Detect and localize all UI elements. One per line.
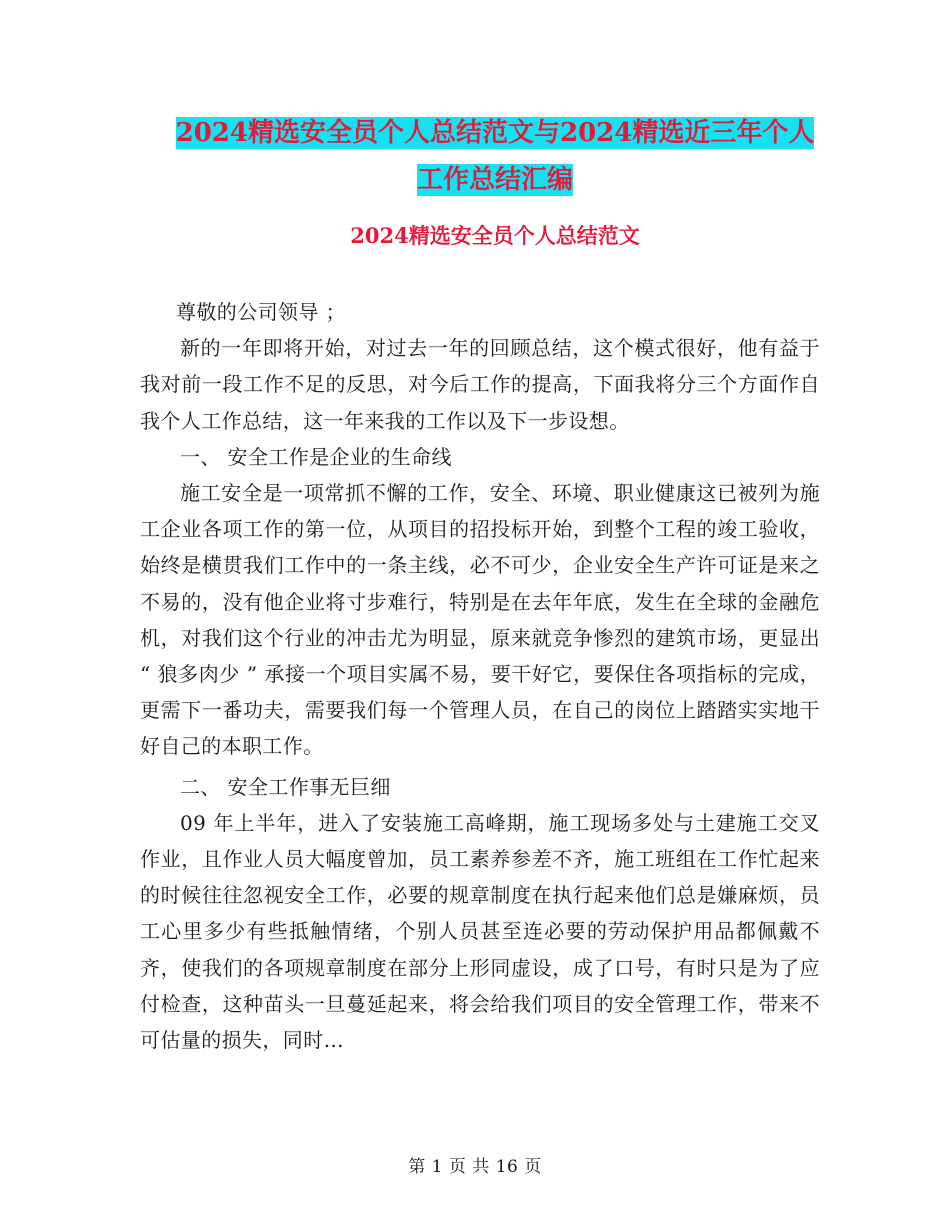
- page-footer: 第 1 页 共 16 页: [408, 1157, 542, 1177]
- title-line-1: 2024精选安全员个人总结范文与2024精选近三年个人: [175, 118, 815, 148]
- section-title: 2024精选安全员个人总结范文: [350, 223, 640, 248]
- document-body: [140, 294, 820, 1058]
- heading-2: 二、 安全工作事无巨细: [180, 774, 391, 799]
- paragraph-1: 施工安全是一项常抓不懈的工作，安全、环境、职业健康这已被列为施工企业各项工作的第一位，从项目的招投标开始，到整个工程的竣工验收，始终是横贯我们工作中的一条主线，必不可少，企业安全生产许可证是来之不易的，没有他企业将寸步难行，特别是在去年年底，发生在全球的金融危机，对我们这个行业的冲击尤为明显，原来就竞争惨烈的建筑市场，更显出 “ 狼多肉少 ” 承接一个项目实属不易，要干好它，要保住各项指标的完成，更需下一番功夫，需要我们每一个管理人员，在自己的岗位上踏踏实实地干好自己的本职工作。: [140, 481, 820, 759]
- paragraph-intro: 新的一年即将开始，对过去一年的回顾总结，这个模式很好，他有益于我对前一段工作不足的反思，对今后工作的提高，下面我将分三个方面作自我个人工作总结，这一年来我的工作以及下一步设想。: [140, 336, 820, 433]
- greeting: 尊敬的公司领导 ；: [176, 300, 346, 324]
- title-line-2: 工作总结汇编: [416, 165, 573, 195]
- heading-1: 一、 安全工作是企业的生命线: [180, 444, 452, 469]
- paragraph-2: 09 年上半年，进入了安装施工高峰期，施工现场多处与土建施工交叉作业，且作业人员大幅度曾加，员工素养参差不齐，施工班组在工作忙起来的时候往往忽视安全工作，必要的规章制度在执行起来他们总是嫌麻烦，员工心里多少有些抵触情绪，个别人员甚至连必要的劳动保护用品都佩戴不齐，使我们的各项规章制度在部分上形同虚设，成了口号，有时只是为了应付检查，这种苗头一旦蔓延起来，将会给我们项目的安全管理工作，带来不可估量的损失，同时…: [140, 810, 820, 1053]
- document-title: [140, 110, 850, 204]
